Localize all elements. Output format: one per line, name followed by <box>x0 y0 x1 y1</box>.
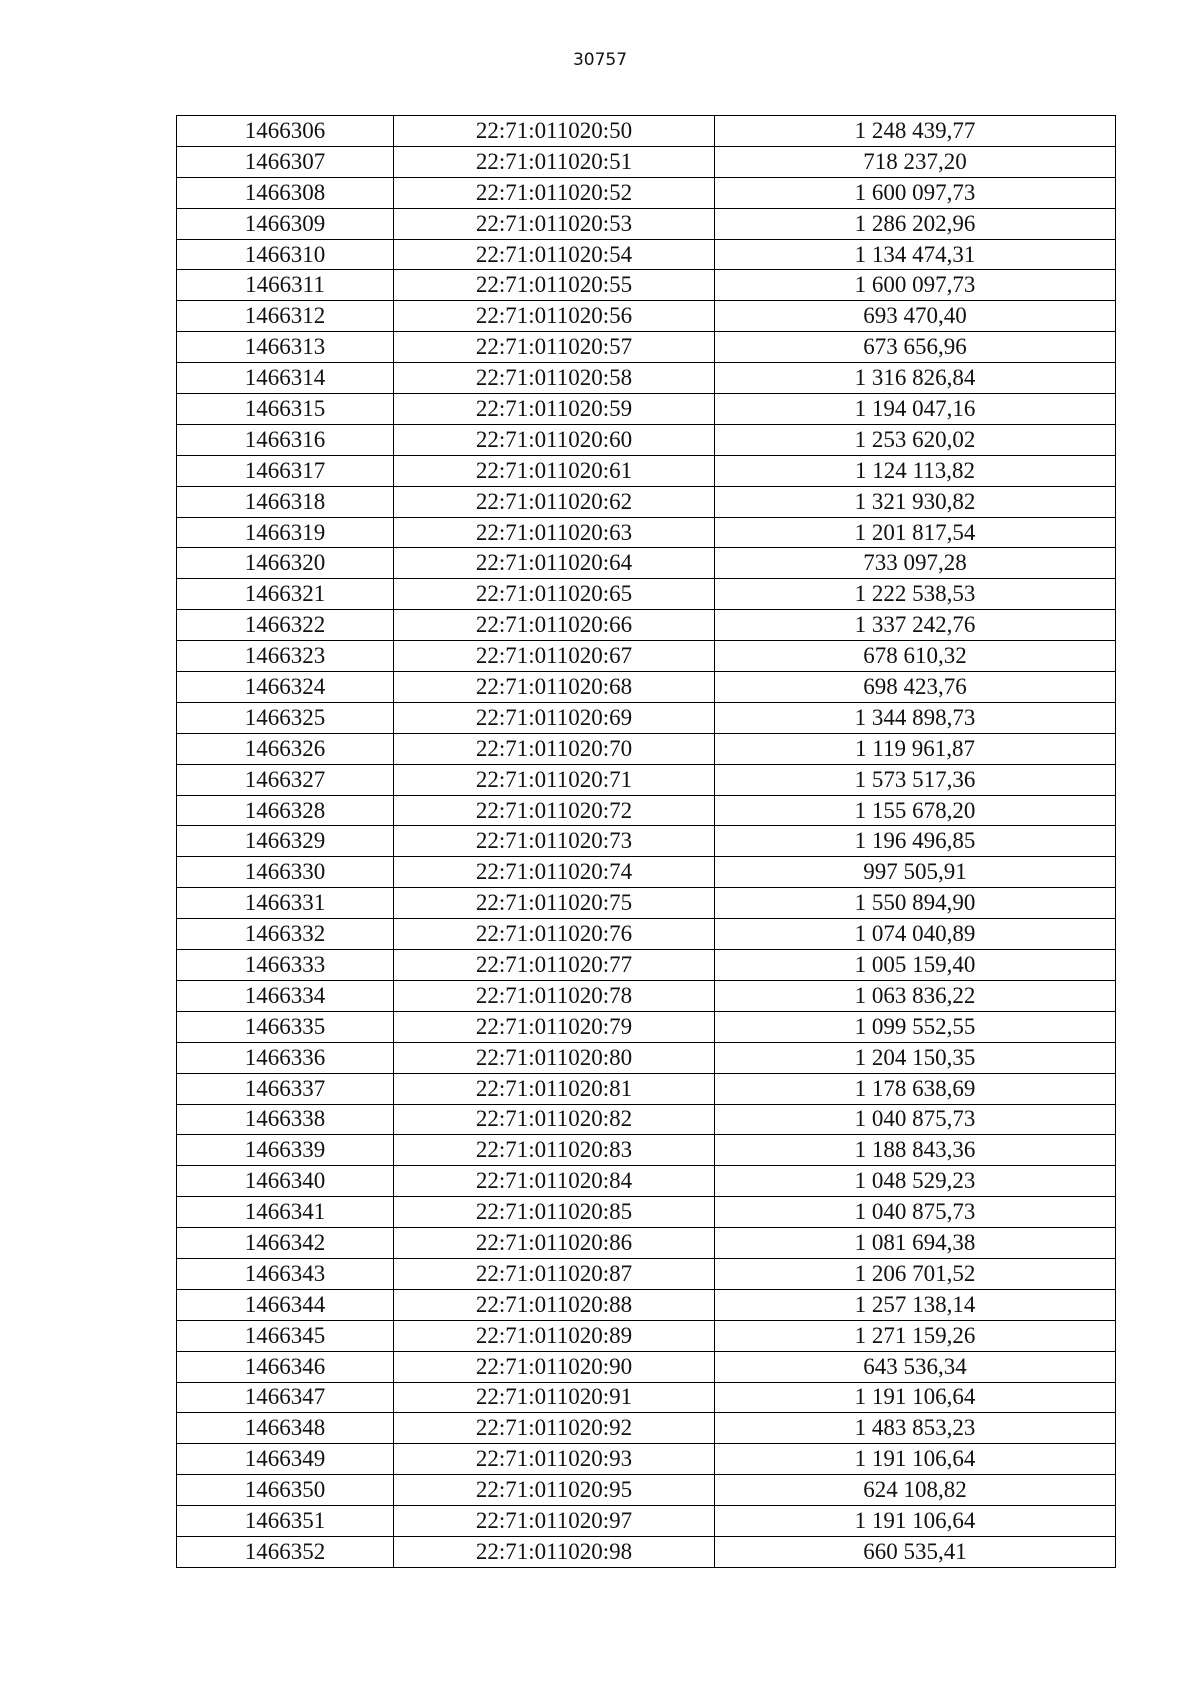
cadastral-value-cell: 1 206 701,52 <box>715 1258 1116 1289</box>
table-row <box>177 208 1116 239</box>
row-number-cell: 1466327 <box>177 764 394 795</box>
cadastral-value-cell: 660 535,41 <box>715 1536 1116 1567</box>
row-number-cell: 1466333 <box>177 950 394 981</box>
cadastral-number-cell: 22:71:011020:86 <box>394 1228 715 1259</box>
cadastral-number-cell: 22:71:011020:92 <box>394 1413 715 1444</box>
row-number-cell: 1466324 <box>177 672 394 703</box>
cadastral-value-cell: 693 470,40 <box>715 301 1116 332</box>
table-row <box>177 1444 1116 1475</box>
cadastral-value-cell: 1 194 047,16 <box>715 394 1116 425</box>
cadastral-value-cell: 1 191 106,64 <box>715 1382 1116 1413</box>
cadastral-value-cell: 1 188 843,36 <box>715 1135 1116 1166</box>
table-row <box>177 1382 1116 1413</box>
cadastral-number-cell: 22:71:011020:69 <box>394 702 715 733</box>
table-row <box>177 239 1116 270</box>
cadastral-number-cell: 22:71:011020:62 <box>394 486 715 517</box>
table-row <box>177 301 1116 332</box>
cadastral-value-cell: 1 005 159,40 <box>715 950 1116 981</box>
table-row <box>177 1166 1116 1197</box>
cadastral-number-cell: 22:71:011020:82 <box>394 1104 715 1135</box>
row-number-cell: 1466319 <box>177 517 394 548</box>
cadastral-value-cell: 678 610,32 <box>715 641 1116 672</box>
table-row <box>177 1320 1116 1351</box>
cadastral-value-cell: 1 257 138,14 <box>715 1289 1116 1320</box>
table-row <box>177 1228 1116 1259</box>
cadastral-value-cell: 1 191 106,64 <box>715 1444 1116 1475</box>
cadastral-number-cell: 22:71:011020:64 <box>394 548 715 579</box>
row-number-cell: 1466307 <box>177 146 394 177</box>
table-row <box>177 455 1116 486</box>
cadastral-value-cell: 643 536,34 <box>715 1351 1116 1382</box>
table-row <box>177 1104 1116 1135</box>
cadastral-value-cell: 1 483 853,23 <box>715 1413 1116 1444</box>
cadastral-value-cell: 1 321 930,82 <box>715 486 1116 517</box>
cadastral-value-cell: 1 178 638,69 <box>715 1073 1116 1104</box>
cadastral-number-cell: 22:71:011020:65 <box>394 579 715 610</box>
cadastral-value-cell: 1 081 694,38 <box>715 1228 1116 1259</box>
cadastral-value-cell: 1 286 202,96 <box>715 208 1116 239</box>
cadastral-value-cell: 997 505,91 <box>715 857 1116 888</box>
cadastral-number-cell: 22:71:011020:67 <box>394 641 715 672</box>
cadastral-value-cell: 1 063 836,22 <box>715 980 1116 1011</box>
row-number-cell: 1466337 <box>177 1073 394 1104</box>
table-row <box>177 486 1116 517</box>
row-number-cell: 1466339 <box>177 1135 394 1166</box>
cadastral-number-cell: 22:71:011020:66 <box>394 610 715 641</box>
row-number-cell: 1466330 <box>177 857 394 888</box>
cadastral-number-cell: 22:71:011020:72 <box>394 795 715 826</box>
table-row <box>177 950 1116 981</box>
row-number-cell: 1466342 <box>177 1228 394 1259</box>
cadastral-value-cell: 1 253 620,02 <box>715 424 1116 455</box>
table-row <box>177 394 1116 425</box>
cadastral-value-cell: 1 124 113,82 <box>715 455 1116 486</box>
table-row <box>177 919 1116 950</box>
cadastral-number-cell: 22:71:011020:91 <box>394 1382 715 1413</box>
cadastral-value-cell: 1 573 517,36 <box>715 764 1116 795</box>
cadastral-value-cell: 1 155 678,20 <box>715 795 1116 826</box>
table-row <box>177 764 1116 795</box>
cadastral-value-cell: 673 656,96 <box>715 332 1116 363</box>
row-number-cell: 1466323 <box>177 641 394 672</box>
row-number-cell: 1466322 <box>177 610 394 641</box>
cadastral-value-cell: 1 204 150,35 <box>715 1042 1116 1073</box>
cadastral-number-cell: 22:71:011020:68 <box>394 672 715 703</box>
cadastral-number-cell: 22:71:011020:90 <box>394 1351 715 1382</box>
cadastral-number-cell: 22:71:011020:58 <box>394 363 715 394</box>
cadastral-number-cell: 22:71:011020:88 <box>394 1289 715 1320</box>
cadastral-value-cell: 1 196 496,85 <box>715 826 1116 857</box>
cadastral-number-cell: 22:71:011020:84 <box>394 1166 715 1197</box>
row-number-cell: 1466340 <box>177 1166 394 1197</box>
cadastral-number-cell: 22:71:011020:74 <box>394 857 715 888</box>
table-row <box>177 548 1116 579</box>
cadastral-value-cell: 718 237,20 <box>715 146 1116 177</box>
cadastral-value-cell: 1 074 040,89 <box>715 919 1116 950</box>
table-row <box>177 610 1116 641</box>
cadastral-value-cell: 698 423,76 <box>715 672 1116 703</box>
cadastral-number-cell: 22:71:011020:50 <box>394 116 715 147</box>
row-number-cell: 1466350 <box>177 1475 394 1506</box>
cadastral-value-cell: 1 550 894,90 <box>715 888 1116 919</box>
row-number-cell: 1466328 <box>177 795 394 826</box>
row-number-cell: 1466334 <box>177 980 394 1011</box>
cadastral-number-cell: 22:71:011020:54 <box>394 239 715 270</box>
row-number-cell: 1466309 <box>177 208 394 239</box>
cadastral-number-cell: 22:71:011020:78 <box>394 980 715 1011</box>
cadastral-number-cell: 22:71:011020:52 <box>394 177 715 208</box>
row-number-cell: 1466341 <box>177 1197 394 1228</box>
table-row <box>177 1073 1116 1104</box>
cadastral-number-cell: 22:71:011020:87 <box>394 1258 715 1289</box>
row-number-cell: 1466318 <box>177 486 394 517</box>
cadastral-value-cell: 1 600 097,73 <box>715 270 1116 301</box>
row-number-cell: 1466317 <box>177 455 394 486</box>
table-row <box>177 733 1116 764</box>
table-row <box>177 177 1116 208</box>
cadastral-value-cell: 1 099 552,55 <box>715 1011 1116 1042</box>
cadastral-number-cell: 22:71:011020:59 <box>394 394 715 425</box>
row-number-cell: 1466321 <box>177 579 394 610</box>
cadastral-number-cell: 22:71:011020:77 <box>394 950 715 981</box>
cadastral-number-cell: 22:71:011020:85 <box>394 1197 715 1228</box>
cadastral-value-cell: 624 108,82 <box>715 1475 1116 1506</box>
row-number-cell: 1466345 <box>177 1320 394 1351</box>
cadastral-number-cell: 22:71:011020:79 <box>394 1011 715 1042</box>
row-number-cell: 1466331 <box>177 888 394 919</box>
cadastral-number-cell: 22:71:011020:71 <box>394 764 715 795</box>
cadastral-number-cell: 22:71:011020:73 <box>394 826 715 857</box>
table-row <box>177 1135 1116 1166</box>
row-number-cell: 1466346 <box>177 1351 394 1382</box>
row-number-cell: 1466347 <box>177 1382 394 1413</box>
table-row <box>177 702 1116 733</box>
cadastral-number-cell: 22:71:011020:97 <box>394 1506 715 1537</box>
row-number-cell: 1466308 <box>177 177 394 208</box>
cadastral-number-cell: 22:71:011020:53 <box>394 208 715 239</box>
cadastral-value-cell: 1 191 106,64 <box>715 1506 1116 1537</box>
cadastral-value-cell: 1 040 875,73 <box>715 1197 1116 1228</box>
cadastral-value-cell: 1 337 242,76 <box>715 610 1116 641</box>
cadastral-number-cell: 22:71:011020:76 <box>394 919 715 950</box>
table-row <box>177 363 1116 394</box>
table-row <box>177 146 1116 177</box>
cadastral-value-cell: 1 048 529,23 <box>715 1166 1116 1197</box>
row-number-cell: 1466306 <box>177 116 394 147</box>
cadastral-number-cell: 22:71:011020:55 <box>394 270 715 301</box>
table-row <box>177 332 1116 363</box>
cadastral-number-cell: 22:71:011020:83 <box>394 1135 715 1166</box>
table-row <box>177 270 1116 301</box>
cadastral-number-cell: 22:71:011020:56 <box>394 301 715 332</box>
table-row <box>177 1475 1116 1506</box>
table-row <box>177 980 1116 1011</box>
cadastral-value-cell: 1 134 474,31 <box>715 239 1116 270</box>
page-number: 30757 <box>572 50 628 70</box>
row-number-cell: 1466313 <box>177 332 394 363</box>
cadastral-number-cell: 22:71:011020:98 <box>394 1536 715 1567</box>
table-row <box>177 1011 1116 1042</box>
table-row <box>177 641 1116 672</box>
cadastral-number-cell: 22:71:011020:51 <box>394 146 715 177</box>
cadastral-number-cell: 22:71:011020:63 <box>394 517 715 548</box>
row-number-cell: 1466336 <box>177 1042 394 1073</box>
row-number-cell: 1466348 <box>177 1413 394 1444</box>
table-row <box>177 672 1116 703</box>
row-number-cell: 1466343 <box>177 1258 394 1289</box>
row-number-cell: 1466329 <box>177 826 394 857</box>
cadastral-number-cell: 22:71:011020:89 <box>394 1320 715 1351</box>
table-row <box>177 1506 1116 1537</box>
cadastral-value-cell: 1 248 439,77 <box>715 116 1116 147</box>
table-row <box>177 1351 1116 1382</box>
cadastral-number-cell: 22:71:011020:70 <box>394 733 715 764</box>
cadastral-number-cell: 22:71:011020:95 <box>394 1475 715 1506</box>
table-row <box>177 1289 1116 1320</box>
table-row <box>177 517 1116 548</box>
cadastral-number-cell: 22:71:011020:60 <box>394 424 715 455</box>
cadastral-number-cell: 22:71:011020:80 <box>394 1042 715 1073</box>
row-number-cell: 1466349 <box>177 1444 394 1475</box>
row-number-cell: 1466315 <box>177 394 394 425</box>
cadastral-number-cell: 22:71:011020:57 <box>394 332 715 363</box>
table-row <box>177 1536 1116 1567</box>
cadastral-number-cell: 22:71:011020:61 <box>394 455 715 486</box>
table-row <box>177 857 1116 888</box>
cadastral-value-cell: 1 316 826,84 <box>715 363 1116 394</box>
row-number-cell: 1466312 <box>177 301 394 332</box>
cadastral-value-cell: 1 600 097,73 <box>715 177 1116 208</box>
table-row <box>177 424 1116 455</box>
row-number-cell: 1466338 <box>177 1104 394 1135</box>
cadastral-number-cell: 22:71:011020:75 <box>394 888 715 919</box>
table-row <box>177 116 1116 147</box>
row-number-cell: 1466352 <box>177 1536 394 1567</box>
row-number-cell: 1466335 <box>177 1011 394 1042</box>
row-number-cell: 1466311 <box>177 270 394 301</box>
cadastral-value-table <box>176 115 1116 1568</box>
row-number-cell: 1466310 <box>177 239 394 270</box>
cadastral-number-cell: 22:71:011020:93 <box>394 1444 715 1475</box>
row-number-cell: 1466316 <box>177 424 394 455</box>
table-row <box>177 1258 1116 1289</box>
row-number-cell: 1466351 <box>177 1506 394 1537</box>
table-row <box>177 888 1116 919</box>
row-number-cell: 1466314 <box>177 363 394 394</box>
row-number-cell: 1466325 <box>177 702 394 733</box>
table-row <box>177 1197 1116 1228</box>
table-row <box>177 1042 1116 1073</box>
cadastral-value-cell: 1 119 961,87 <box>715 733 1116 764</box>
cadastral-number-cell: 22:71:011020:81 <box>394 1073 715 1104</box>
table-row <box>177 826 1116 857</box>
row-number-cell: 1466344 <box>177 1289 394 1320</box>
cadastral-value-cell: 1 344 898,73 <box>715 702 1116 733</box>
cadastral-value-cell: 1 271 159,26 <box>715 1320 1116 1351</box>
cadastral-value-cell: 733 097,28 <box>715 548 1116 579</box>
table-row <box>177 795 1116 826</box>
row-number-cell: 1466332 <box>177 919 394 950</box>
cadastral-value-cell: 1 040 875,73 <box>715 1104 1116 1135</box>
row-number-cell: 1466320 <box>177 548 394 579</box>
table-row <box>177 579 1116 610</box>
cadastral-value-cell: 1 222 538,53 <box>715 579 1116 610</box>
row-number-cell: 1466326 <box>177 733 394 764</box>
cadastral-value-cell: 1 201 817,54 <box>715 517 1116 548</box>
table-row <box>177 1413 1116 1444</box>
table-body <box>177 116 1116 1568</box>
